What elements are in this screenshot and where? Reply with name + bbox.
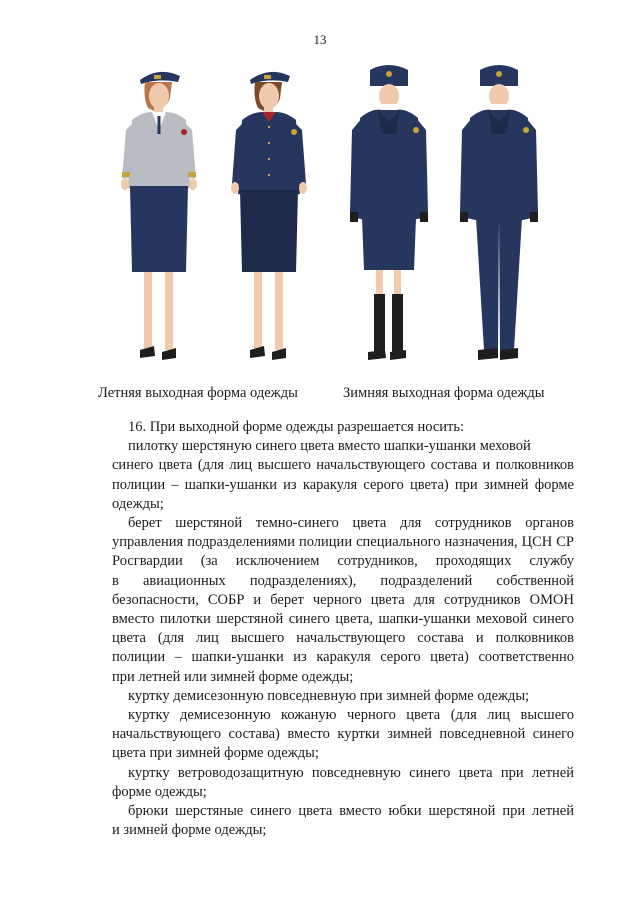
caption-summer: Летняя выходная форма одежды: [98, 385, 298, 401]
text-line: и зимней форме одежды;: [112, 822, 267, 839]
regulation-text: [112, 418, 574, 840]
figure-summer-grey-jacket: [112, 60, 202, 370]
figure-winter-coat-trousers: [452, 60, 542, 370]
text-line: безопасности, СОБР и берет черного цвета для сотрудников ОМОН: [112, 591, 574, 608]
text-line: полиции – шапки-ушанки из каракуля серого цвета) при зимней форме: [112, 476, 574, 493]
figure-summer-navy-jacket: [222, 60, 312, 370]
text-line: брюки шерстяные синего цвета вместо юбки шерстяной при летней: [128, 803, 574, 820]
text-line: берет шерстяной темно-синего цвета для сотрудников органов: [128, 515, 574, 532]
text-line: пилотку шерстяную синего цвета вместо шапки-ушанки меховой: [128, 438, 531, 455]
text-line: форме одежды;: [112, 783, 207, 800]
text-line: одежды;: [112, 495, 164, 512]
text-line: Росгвардии (за исключением сотрудников, проходящих службу: [112, 553, 574, 570]
text-line: куртку ветроводозащитную повседневную синего цвета при летней: [128, 764, 574, 781]
text-line: полиции – шапки-ушанки из каракуля серого цвета) соответственно: [112, 649, 574, 666]
page-number: 13: [313, 32, 327, 47]
text-line: куртку демисезонную кожаную черного цвета (для лиц высшего: [128, 707, 574, 724]
text-line: синего цвета (для лиц высшего начальствующего состава и полковников: [112, 457, 574, 474]
text-line: 16. При выходной форме одежды разрешается носить:: [128, 419, 464, 435]
text-line: при летней или зимней форме одежды;: [112, 668, 354, 685]
text-line: управления подразделениями полиции специального назначения, ЦСН СР: [112, 534, 574, 551]
figure-winter-coat-skirt: [342, 60, 432, 370]
text-line: куртку демисезонную повседневную при зимней форме одежды;: [128, 687, 530, 704]
text-line: начальствующего состава) вместо куртки зимней повседневной синего: [112, 726, 574, 743]
text-line: цвета при зимней форме одежды;: [112, 745, 319, 762]
uniform-illustrations: [0, 60, 640, 370]
text-line: цвета (для лиц высшего начальствующего состава и полковников: [112, 630, 574, 647]
text-line: вместо пилотки шерстяной синего цвета, шапки-ушанки меховой синего: [112, 611, 574, 628]
text-line: в авиационных подразделениях), подразделений собственной: [112, 572, 574, 589]
caption-winter: Зимняя выходная форма одежды: [343, 385, 545, 401]
